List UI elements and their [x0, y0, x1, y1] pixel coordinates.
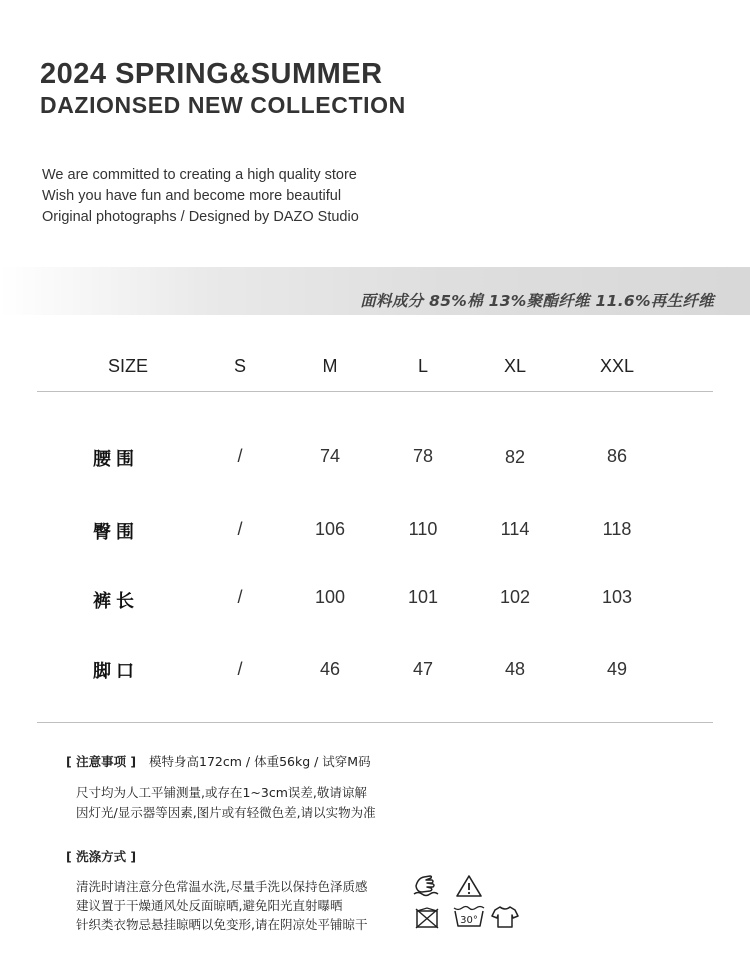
table-cell: 118: [602, 519, 632, 539]
table-cell: /: [237, 587, 243, 607]
size-col-s: S: [233, 356, 246, 376]
table-cell: 100: [314, 587, 346, 607]
size-col-m: M: [322, 356, 338, 376]
tagline-line-1: We are committed to creating a high quality store: [42, 167, 357, 183]
warning-icon: [455, 874, 483, 898]
size-col-xl: XL: [503, 356, 527, 376]
table-cell: 74: [319, 446, 341, 466]
table-cell: 48: [504, 659, 526, 679]
washing-line-2: 建议置于干燥通风处反面晾晒,避免阳光直射曝晒: [76, 898, 343, 913]
row-label-hip: 臀围: [93, 522, 139, 543]
model-info: 模特身高172cm / 体重56kg / 试穿M码: [149, 754, 371, 769]
row-label-length: 裤长: [93, 591, 139, 612]
tagline-line-3: Original photographs / Designed by DAZO Studio: [42, 209, 359, 225]
table-top-rule: [37, 391, 713, 392]
do-not-bleach-icon: [414, 906, 440, 930]
table-cell: 86: [606, 446, 628, 466]
table-cell: /: [237, 446, 243, 466]
table-cell: 106: [314, 519, 346, 539]
table-cell: 101: [407, 587, 439, 607]
table-cell: 49: [606, 659, 628, 679]
washing-line-3: 针织类衣物忌悬挂晾晒以免变形,请在阴凉处平铺晾干: [76, 917, 368, 932]
shirt-icon: [491, 905, 519, 929]
table-cell: 82: [504, 447, 526, 467]
wash-temp-label: 30°: [460, 915, 478, 926]
collection-title: 2024 SPRING&SUMMER: [40, 58, 383, 90]
washing-title: [ 洗涤方式 ]: [66, 849, 137, 864]
size-header-label: SIZE: [107, 356, 148, 376]
washing-line-1: 清洗时请注意分色常温水洗,尽量手洗以保持色泽质感: [76, 879, 368, 894]
tagline-line-2: Wish you have fun and become more beautiful: [42, 188, 342, 204]
row-label-waist: 腰围: [93, 449, 139, 470]
row-label-hem: 脚口: [93, 661, 139, 682]
hand-wash-icon: [412, 872, 440, 898]
table-cell: 78: [412, 446, 434, 466]
table-cell: 110: [408, 519, 438, 539]
size-col-l: L: [417, 356, 428, 376]
table-cell: 114: [500, 519, 530, 539]
note-line-2: 因灯光/显示器等因素,图片或有轻微色差,请以实物为准: [76, 805, 376, 820]
table-cell: /: [237, 659, 243, 679]
table-cell: /: [237, 519, 243, 539]
table-bottom-rule: [37, 722, 713, 723]
wash-30-icon: [452, 905, 486, 929]
fabric-composition: 面料成分 85%棉 13%聚酯纤维 11.6%再生纤维: [360, 292, 714, 310]
table-cell: 103: [601, 587, 633, 607]
table-cell: 47: [412, 659, 434, 679]
size-col-xxl: XXL: [599, 356, 635, 376]
note-line-1: 尺寸均为人工平铺测量,或存在1~3cm误差,敬请谅解: [76, 785, 367, 800]
notes-title: [ 注意事项 ]: [66, 754, 137, 769]
table-cell: 46: [319, 659, 341, 679]
collection-subtitle: DAZIONSED NEW COLLECTION: [40, 92, 406, 118]
table-cell: 102: [499, 587, 531, 607]
